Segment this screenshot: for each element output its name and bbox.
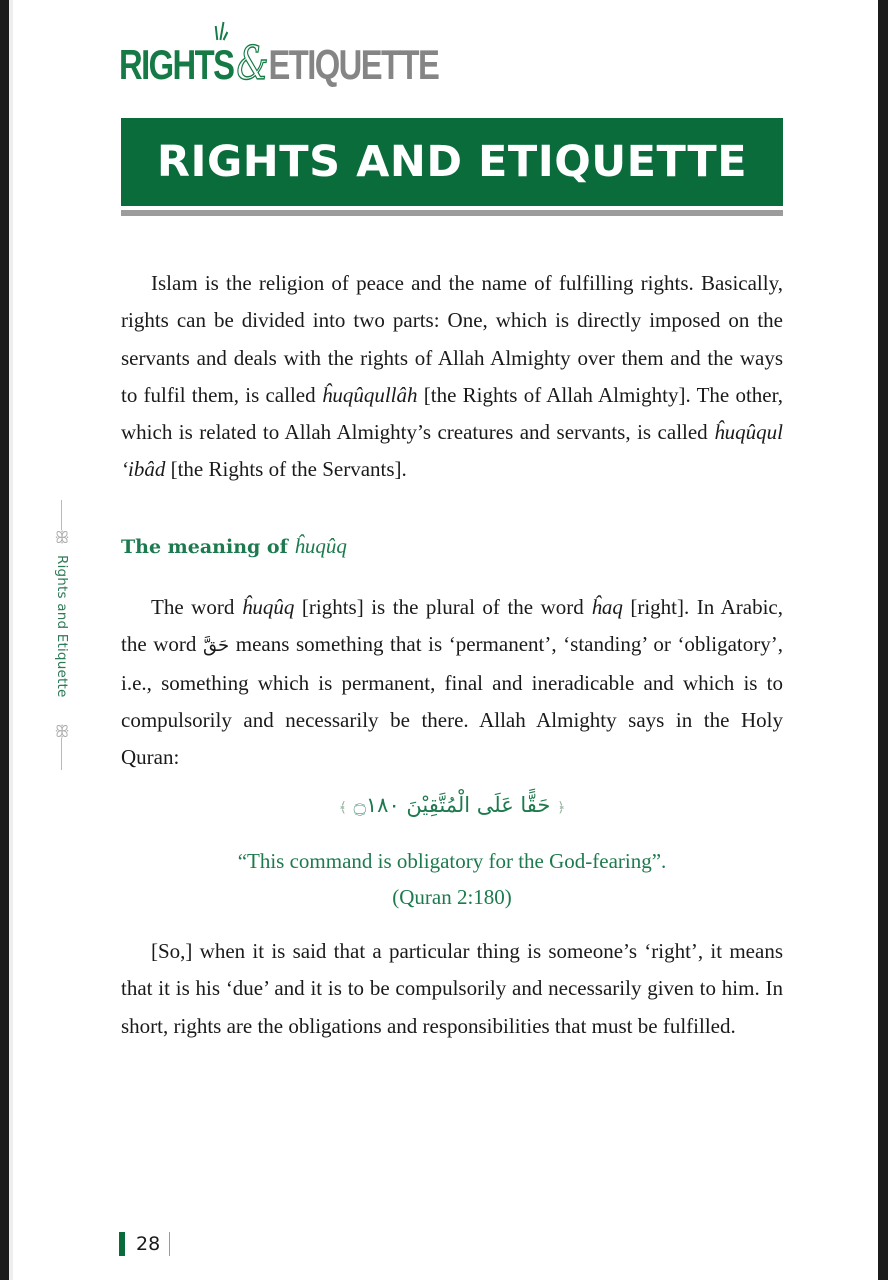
footer-separator (169, 1232, 170, 1256)
verse-translation (121, 843, 783, 915)
paragraph-intro (121, 265, 783, 489)
sparkle-icon (213, 20, 229, 42)
flourish-ornament-icon: ꕥ (54, 530, 70, 547)
flourish-ornament-icon: ꕥ (54, 721, 70, 738)
term-huquq: ĥuqûq (241, 595, 295, 619)
page-number: 28 (136, 1233, 161, 1255)
page-footer (119, 1232, 170, 1256)
term-haq: ĥaq (591, 595, 623, 619)
text-span: [So,] when it is said that a particular thing is someone’s ‘right’, it means that it is his ‘due’ and it is to be compulsorily and necessarily given to him. In short, rights are the obligations and responsibilities that must be fulfilled. (121, 939, 783, 1038)
text-span: Islam is the religion of peace and the name of fulfilling rights. Basically, rights can be divided into two parts: One, which is directly imposed on the servants and deals with the rights of Allah Almighty over them and the ways to fulfil them, is called (121, 271, 783, 407)
heading-text: The meaning of (121, 536, 295, 558)
side-divider-line (61, 738, 62, 770)
quran-verse (121, 793, 783, 817)
book-page (9, 0, 878, 1280)
text-span: means something that is ‘permanent’, ‘standing’ or ‘obligatory’, i.e., something which is permanent, final and ineradicable and which is to compulsorily and necessarily be there. Allah Almighty says in the Holy Quran: (121, 632, 783, 770)
title-underline-rule (121, 210, 783, 216)
chapter-title: RIGHTS AND ETIQUETTE (156, 137, 748, 187)
text-span: [the Rights of the Servants]. (165, 457, 407, 482)
paragraph-meaning (121, 589, 783, 776)
verse-reference: (Quran 2:180) (392, 885, 512, 909)
verse-arabic-text: حَقًّا عَلَى الْمُتَّقِيْنَ ۝١٨٠ (353, 793, 551, 817)
chapter-title-banner (121, 118, 783, 206)
arabic-word: حَقَّ (203, 635, 230, 657)
term-huququl-ibad: ĥuqûqul ‘ibâd (121, 420, 783, 482)
logo-ampersand: & (236, 36, 267, 90)
logo-word-rights: RIGHTS (119, 41, 234, 88)
logo-word-etiquette: ETIQUETTE (268, 41, 439, 88)
side-running-title (47, 500, 77, 770)
footer-green-marker (119, 1232, 125, 1256)
translation-text: “This command is obligatory for the God-fearing”. (237, 849, 667, 873)
side-divider-line (61, 500, 62, 530)
term-huququllah: ĥuqûqullâh (321, 382, 418, 407)
text-span: The word (151, 595, 242, 619)
section-heading (121, 534, 347, 559)
heading-term: ĥuqûq (294, 534, 347, 558)
rights-etiquette-logo (119, 36, 439, 90)
paragraph-conclusion (121, 933, 783, 1045)
verse-close-ornament-icon: ﴾ (338, 800, 347, 816)
side-running-title-text: Rights and Etiquette (54, 555, 70, 698)
text-span: [the Rights of Allah Almighty]. The other, which is related to Allah Almighty’s creatures and servants, is called (121, 382, 784, 445)
verse-open-ornament-icon: ﴿ (557, 800, 566, 816)
text-span: [rights] is the plural of the word (294, 595, 592, 619)
text-span: [right]. In Arabic, the word (121, 595, 783, 657)
